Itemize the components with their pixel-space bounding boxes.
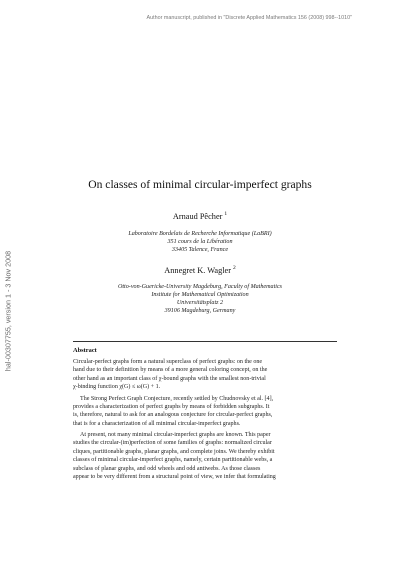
abstract-line: subclass of planar graphs, and odd wheels and odd antiwebs. As those classes: [73, 465, 261, 472]
abstract-line: provides a characterization of perfect graphs by means of forbidden subgraphs. It: [73, 403, 270, 410]
paper-title: On classes of minimal circular-imperfect graphs: [88, 178, 312, 191]
abstract-paragraph: [73, 395, 337, 428]
author-name-1: [40, 211, 360, 221]
author-footnote-mark: 1: [224, 211, 228, 217]
affiliation-line: 33405 Talence, France: [171, 247, 229, 254]
abstract-paragraph: [73, 358, 337, 391]
hal-identifier-stamp: [1, 196, 15, 426]
abstract-paragraph: [73, 431, 337, 481]
abstract-line: hand due to their definition by means of a more general coloring concept, on the: [73, 367, 268, 374]
abstract-line: studies the circular-(im)perfection of some families of graphs: normalized circular: [73, 440, 272, 447]
abstract-body: [73, 358, 337, 484]
abstract-heading: Abstract: [73, 347, 97, 354]
abstract-line: Circular-perfect graphs form a natural superclass of perfect graphs: on the one: [73, 359, 263, 365]
abstract-line: The Strong Perfect Graph Conjecture, recently settled by Chudnovsky et al. [4],: [80, 395, 274, 402]
abstract-line: other hand as an important class of χ-bound graphs with the smallest non-trivial: [73, 375, 266, 382]
affiliation-line: Otto-von-Guericke-University Magdeburg, Faculty of Mathematics: [117, 284, 283, 290]
abstract-line: At present, not many minimal circular-imperfect graphs are known. This paper: [80, 432, 271, 439]
author-affiliation-2: [40, 283, 360, 315]
author-footnote-mark: 2: [232, 265, 236, 271]
author-affiliation-1: [40, 230, 360, 254]
affiliation-line: Laboratoire Bordelais de Recherche Informatique (LaBRI): [128, 231, 272, 237]
abstract-line: cliques, partitionable graphs, planar graphs, and complete joins. We thereby exhibit: [73, 448, 275, 455]
author-name-2: [40, 265, 360, 275]
abstract-line: that is for a characterization of all minimal circular-imperfect graphs.: [73, 420, 241, 427]
abstract-line: appear to be very different from a structural point of view, we infer that formulating: [73, 473, 276, 480]
abstract-line: classes of minimal circular-imperfect graphs, namely, certain partitionable webs, a: [73, 457, 273, 464]
abstract-top-rule: [73, 341, 337, 342]
affiliation-line: Institute for Mathematical Optimization: [151, 292, 249, 299]
author-name-text: Arnaud Pêcher: [172, 211, 223, 221]
hal-identifier-text: hal-00307755, version 1 - 3 Nov 2008: [3, 250, 13, 372]
publication-note: Author manuscript, published in "Discrete Applied Mathematics 156 (2008) 998--1010": [146, 15, 352, 21]
affiliation-line: 39106 Magdeburg, Germany: [164, 308, 236, 315]
author-name-text: Annegret K. Wagler: [164, 265, 231, 275]
affiliation-line: Universitätsplatz 2: [176, 300, 224, 307]
abstract-line: is, therefore, natural to ask for an analogous conjecture for circular-perfect graphs,: [73, 412, 273, 419]
affiliation-line: 351 cours de la Libération: [167, 239, 233, 246]
abstract-line: χ-binding function χ(G) ≤ ω(G) + 1.: [73, 384, 161, 391]
